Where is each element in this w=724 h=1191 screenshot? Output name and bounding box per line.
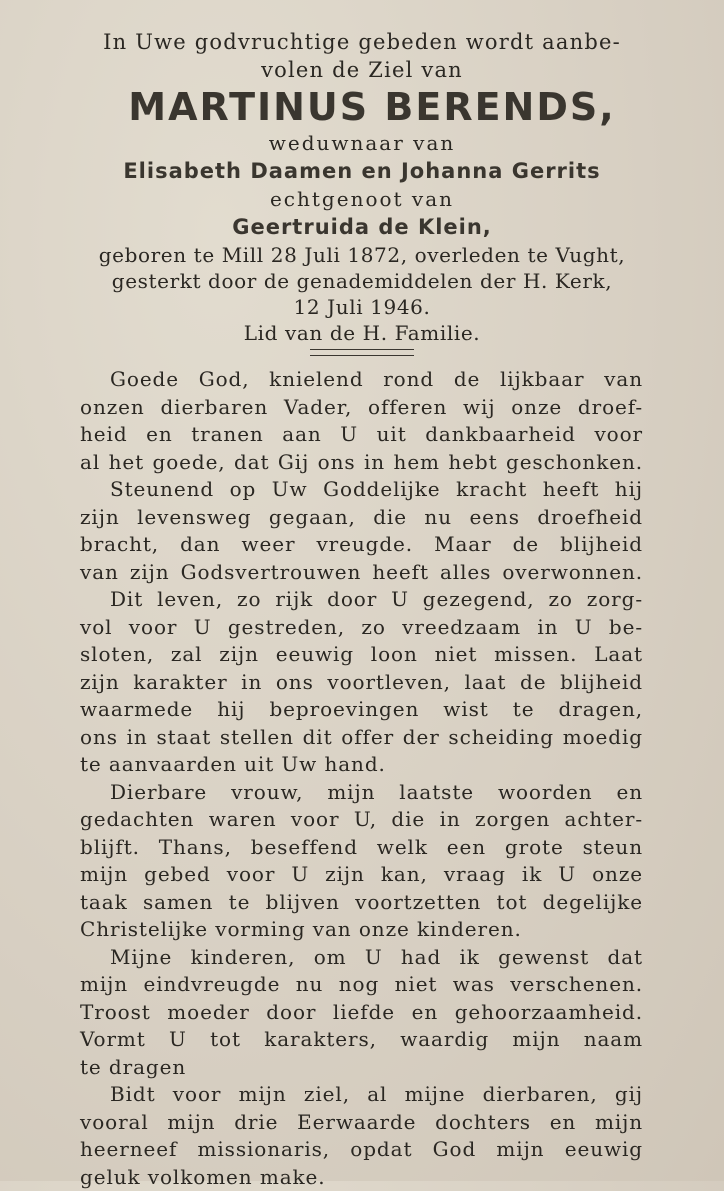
- intro-line-2: volen de Ziel van: [0, 56, 724, 84]
- prayer-line: Troost moeder door liefde en gehoorzaamheid.: [80, 999, 643, 1027]
- death-date: 12 Juli 1946.: [0, 294, 724, 320]
- prayer-line: vol voor U gestreden, zo vreedzaam in U be-: [80, 614, 643, 642]
- prayer-line: Dierbare vrouw, mijn laatste woorden en: [80, 779, 643, 807]
- prayer-line: waarmede hij beproevingen wist te dragen,: [80, 696, 643, 724]
- prayer-line: Goede God, knielend rond de lijkbaar van: [80, 366, 643, 394]
- prayer-line: van zijn Godsvertrouwen heeft alles overwonnen.: [80, 559, 643, 587]
- prayer-line: geluk volkomen make.: [80, 1164, 643, 1191]
- prayer-line: heerneef missionaris, opdat God mijn eeuwig: [80, 1136, 643, 1164]
- prayer-line: bracht, dan weer vreugde. Maar de blijheid: [80, 531, 643, 559]
- card-heading: [0, 28, 724, 356]
- husband-label: echtgenoot van: [0, 186, 724, 212]
- prayer-line: te aanvaarden uit Uw hand.: [80, 751, 643, 779]
- deceased-name: MARTINUS BERENDS,: [20, 84, 724, 130]
- intro-line-1: In Uwe godvruchtige gebeden wordt aanbe-: [0, 28, 724, 56]
- prayer-line: mijn eindvreugde nu nog niet was verschenen.: [80, 971, 643, 999]
- membership-line: Lid van de H. Familie.: [0, 320, 724, 346]
- prayer-line: Vormt U tot karakters, waardig mijn naam: [80, 1026, 643, 1054]
- prayer-line: ons in staat stellen dit offer der scheiding moedig: [80, 724, 643, 752]
- prayer-line: blijft. Thans, beseffend welk een grote steun: [80, 834, 643, 862]
- prayer-line: heid en tranen aan U uit dankbaarheid voor: [80, 421, 643, 449]
- prayer-line: al het goede, dat Gij ons in hem hebt geschonken.: [80, 449, 643, 477]
- prayer-line: onzen dierbaren Vader, offeren wij onze droef-: [80, 394, 643, 422]
- widower-label: weduwnaar van: [0, 130, 724, 156]
- prayer-line: zijn karakter in ons voortleven, laat de blijheid: [80, 669, 643, 697]
- prayer-line: Dit leven, zo rijk door U gezegend, zo zorg-: [80, 586, 643, 614]
- prayer-line: Bidt voor mijn ziel, al mijne dierbaren, gij: [80, 1081, 643, 1109]
- wife-name: Geertruida de Klein,: [0, 212, 724, 242]
- prayer-line: zijn levensweg gegaan, die nu eens droefheid: [80, 504, 643, 532]
- prayer-line: mijn gebed voor U zijn kan, vraag ik U onze: [80, 861, 643, 889]
- prayer-line: gedachten waren voor U, die in zorgen achter-: [80, 806, 643, 834]
- birth-line-1: geboren te Mill 28 Juli 1872, overleden te Vught,: [0, 242, 724, 268]
- prayer-line: vooral mijn drie Eerwaarde dochters en mijn: [80, 1109, 643, 1137]
- birth-line-2: gesterkt door de genademiddelen der H. Kerk,: [0, 268, 724, 294]
- prayer-line: sloten, zal zijn eeuwig loon niet missen. Laat: [80, 641, 643, 669]
- prayer-line: Steunend op Uw Goddelijke kracht heeft hij: [80, 476, 643, 504]
- prayer-text: [80, 366, 643, 1191]
- former-wives: Elisabeth Daamen en Johanna Gerrits: [0, 156, 724, 186]
- prayer-line: Mijne kinderen, om U had ik gewenst dat: [80, 944, 643, 972]
- prayer-line: taak samen te blijven voortzetten tot degelijke: [80, 889, 643, 917]
- prayer-line: te dragen: [80, 1054, 643, 1082]
- double-rule-divider: [310, 349, 414, 356]
- prayer-line: Christelijke vorming van onze kinderen.: [80, 916, 643, 944]
